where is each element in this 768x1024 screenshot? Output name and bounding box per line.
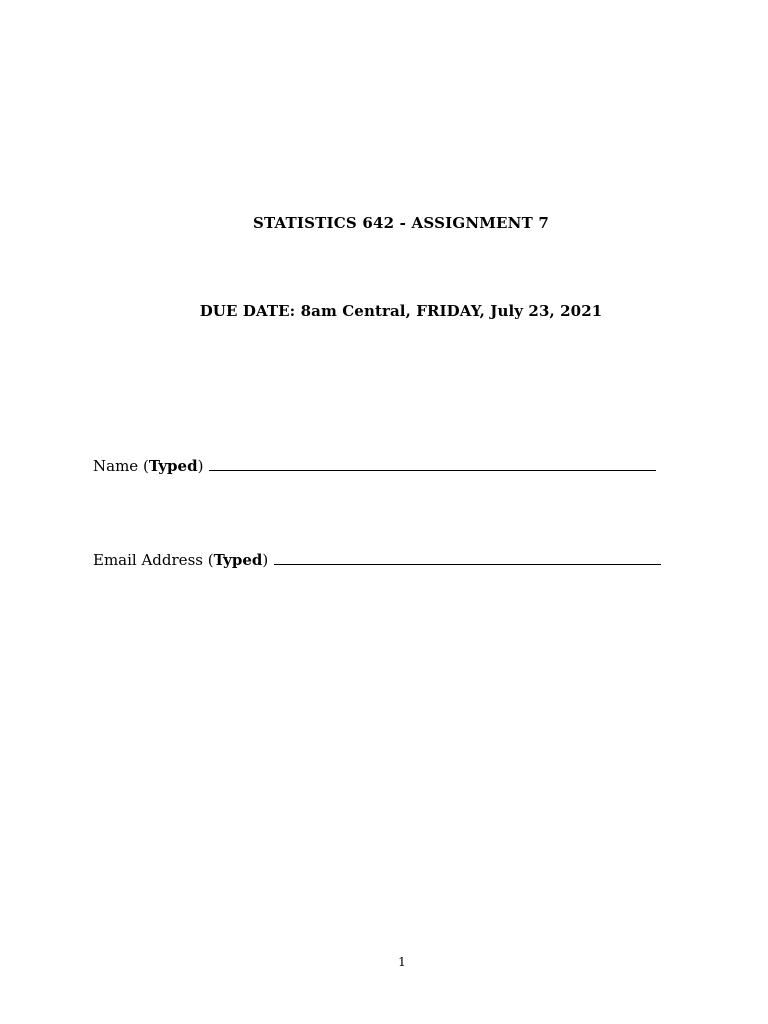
name-blank-line	[209, 469, 656, 471]
email-qualifier: Typed	[213, 551, 263, 569]
name-open-paren: (	[142, 457, 149, 475]
email-field-row	[93, 551, 661, 569]
name-close-paren: )	[197, 457, 204, 475]
document-title: STATISTICS 642 - ASSIGNMENT 7	[252, 214, 550, 232]
name-field-label	[93, 457, 203, 475]
name-qualifier: Typed	[148, 457, 198, 475]
email-field-label	[93, 551, 268, 569]
email-label-text: Email Address	[93, 551, 203, 569]
name-field-row	[93, 457, 656, 475]
name-label-text: Name	[93, 457, 139, 475]
email-close-paren: )	[262, 551, 269, 569]
email-open-paren: (	[207, 551, 214, 569]
email-blank-line	[274, 563, 661, 565]
due-date-heading: DUE DATE: 8am Central, FRIDAY, July 23, 2021	[199, 302, 603, 320]
page-number: 1	[398, 955, 406, 969]
